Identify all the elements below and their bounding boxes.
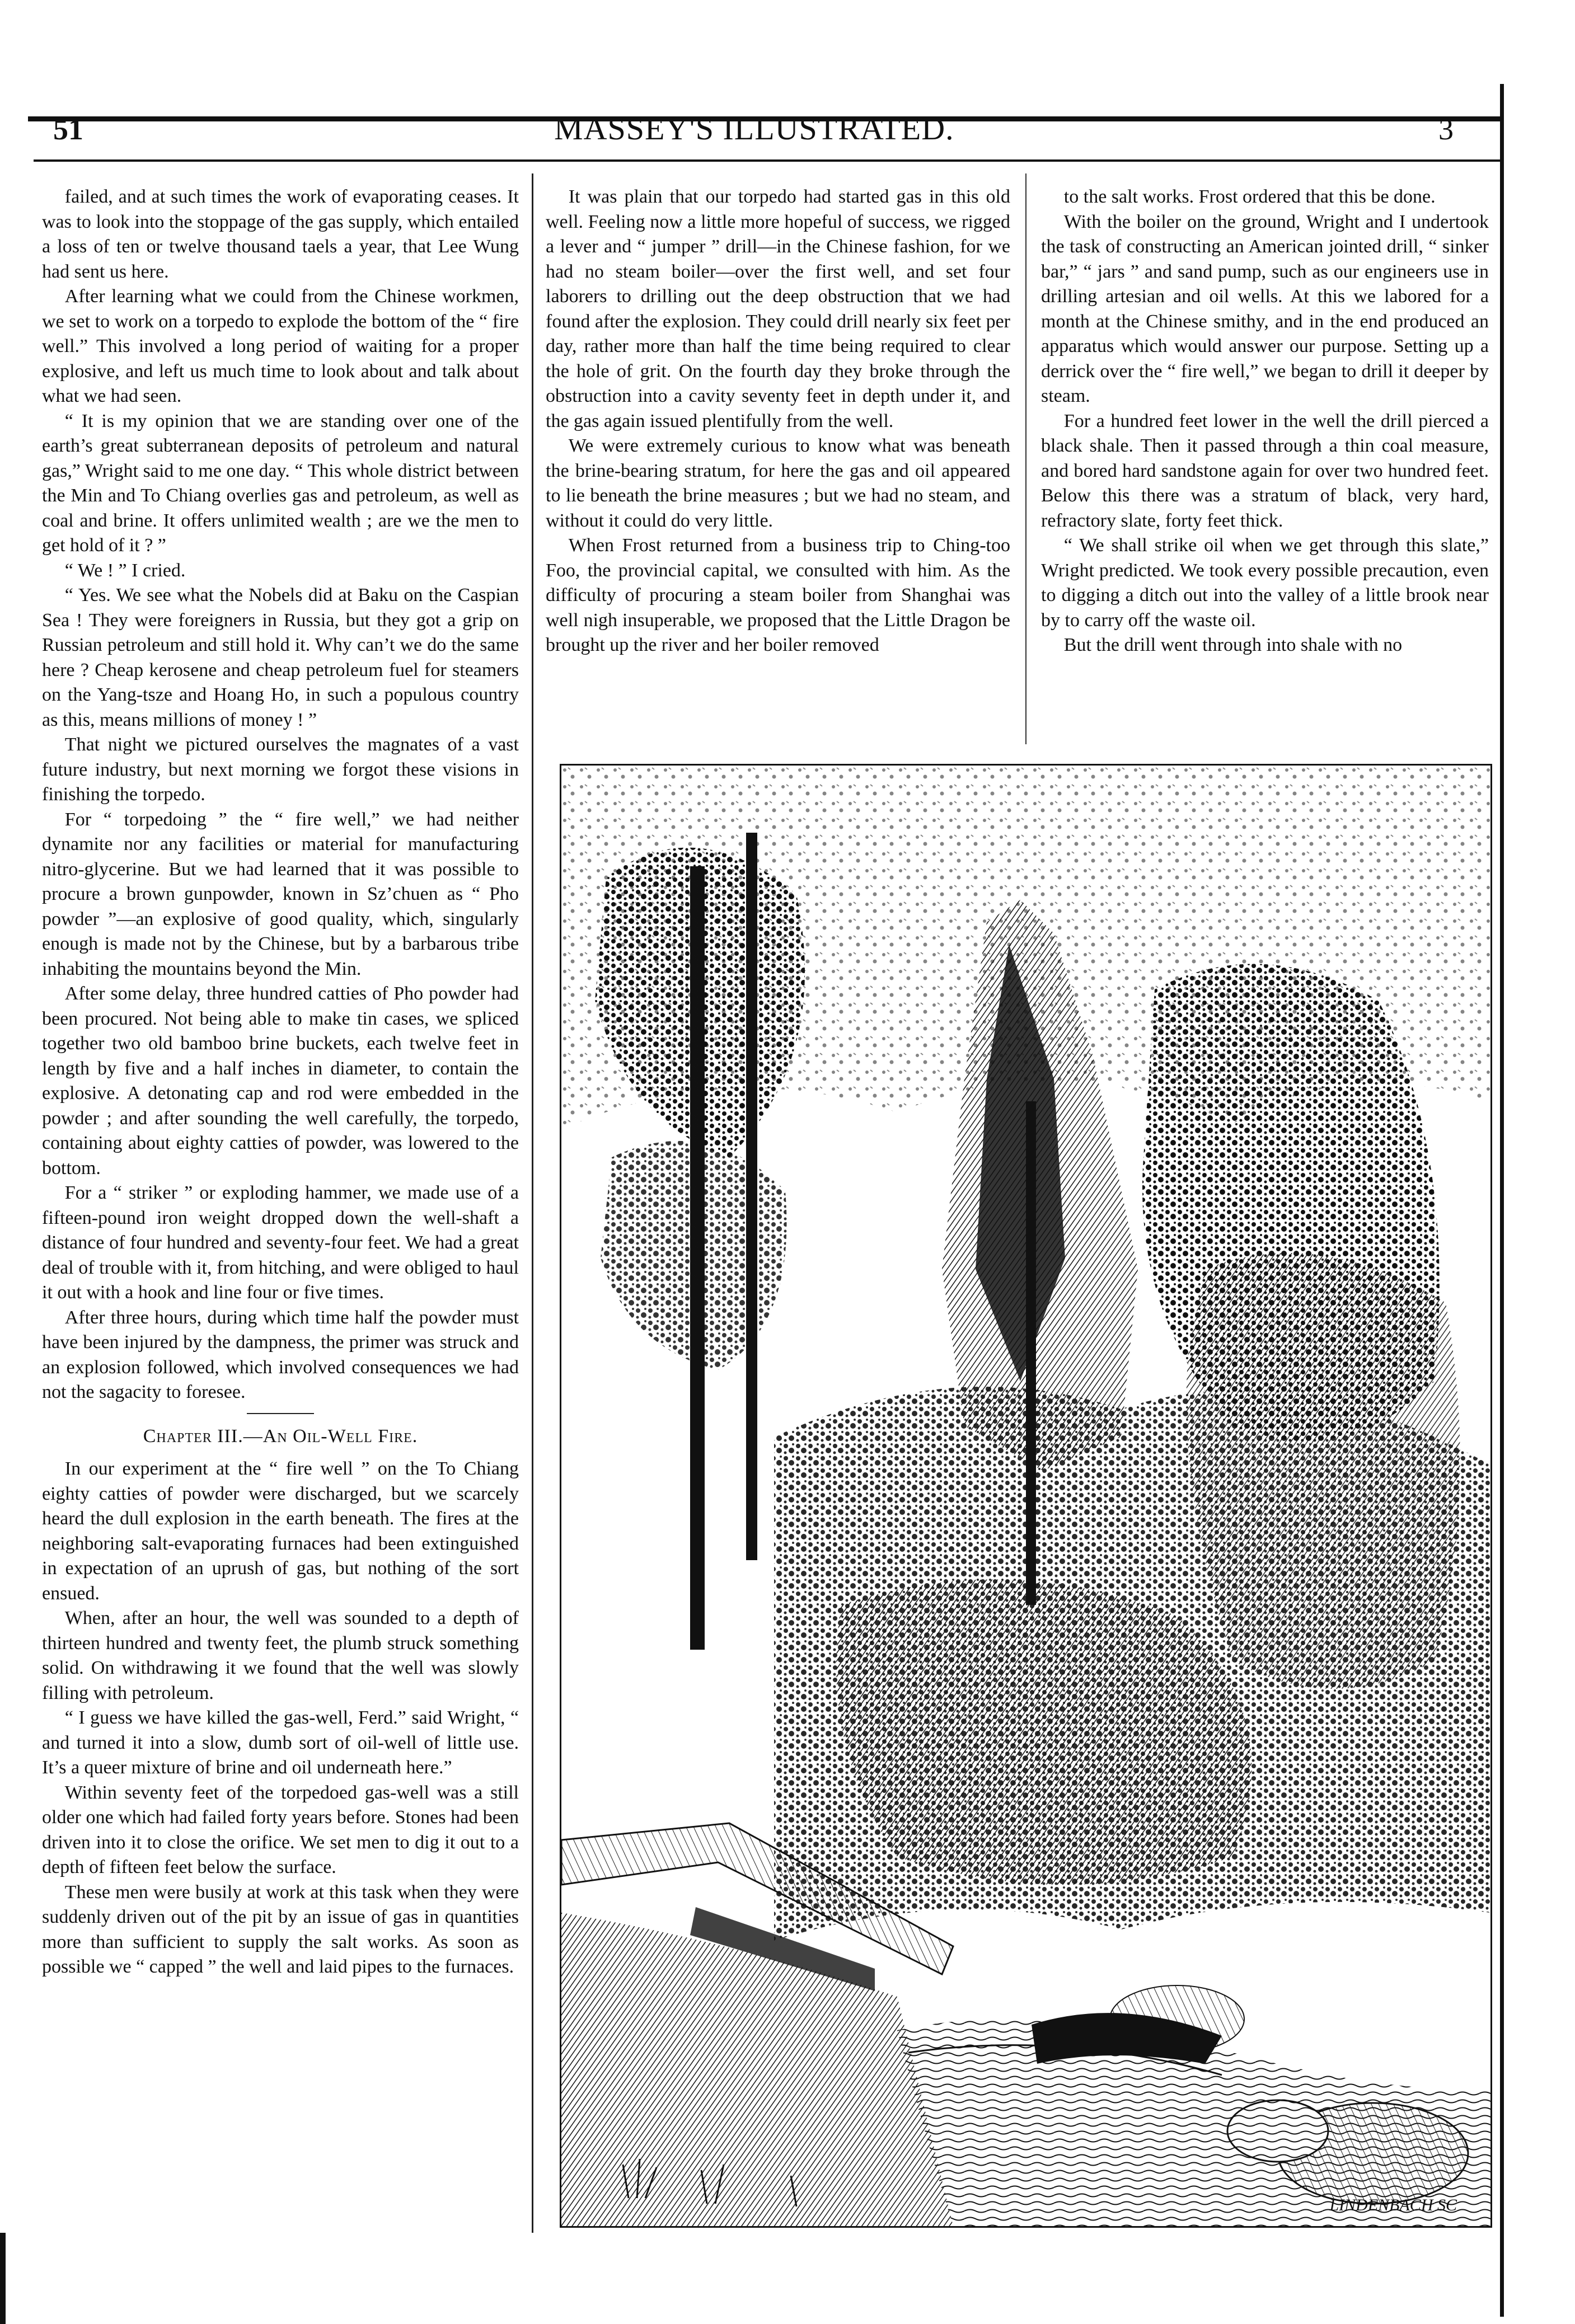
engraving-drawing — [561, 766, 1490, 2226]
column-rule-1 — [532, 173, 533, 2233]
paragraph: After learning what we could from the Chinese workmen, we set to work on a torpedo to explode the bottom of the “ fire well.” This involved a long period of waiting for a proper explosive, and left us much time to look about and talk about what we had seen. — [42, 286, 519, 406]
paragraph: When, after an hour, the well was sounded to a depth of thirteen hundred and twenty feet, the plumb struck something solid. On withdrawing it we found that the well was slowly filling with petroleum. — [42, 1608, 519, 1703]
column-3 — [1041, 185, 1489, 658]
column-rule-2 — [1025, 173, 1026, 744]
column-2 — [546, 185, 1010, 658]
paragraph: After three hours, during which time half the powder must have been injured by the dampness, the primer was struck and an explosion followed, which involved consequences we had not the sagacity to foresee. — [42, 1307, 519, 1402]
paragraph: We were extremely curious to know what was beneath the brine-bearing stratum, for here the gas and oil appeared to lie beneath the brine measures ; but we had no steam, and without it could do very little. — [546, 435, 1010, 531]
right-margin-rule — [1500, 84, 1504, 2317]
paragraph: “ Yes. We see what the Nobels did at Baku on the Caspian Sea ! They were foreigners in Russia, but they got a grip on Russian petroleum and still hold it. Why can’t we do the same here ? Cheap kerosene and cheap petroleum fuel for steamers on the Yang-tsze and Hoang Ho, in such a populous country as this, means millions of money ! ” — [42, 585, 519, 730]
paragraph: That night we pictured ourselves the magnates of a vast future industry, but next morning we forgot these visions in finishing the torpedo. — [42, 734, 519, 805]
paragraph: These men were busily at work at this task when they were suddenly driven out of the pit by an issue of gas in quantities more than sufficient to supply the salt works. As soon as possible we “ capped ” the well and laid pipes to the furnaces. — [42, 1881, 519, 1977]
paragraph: But the drill went through into shale with no — [1063, 635, 1403, 655]
paragraph: For a “ striker ” or exploding hammer, we made use of a fifteen-pound iron weight dropped down the well-shaft a distance of four hundred and seventy-four feet. We had a great deal of trouble with it, from hitching, and were obliged to haul it out with a hook and line four or five times. — [42, 1182, 519, 1303]
paragraph: When Frost returned from a business trip to Ching-too Foo, the provincial capital, we consulted with him. As the difficulty of procuring a steam boiler from Shanghai was well nigh insuperable, we proposed that the Little Dragon be brought up the river and her boiler removed — [546, 535, 1010, 655]
section-divider — [247, 1413, 314, 1414]
left-margin-rule — [0, 2233, 6, 2324]
paragraph: In our experiment at the “ fire well ” on the To Chiang eighty catties of powder were discharged, but we scarcely heard the dull explosion in the earth beneath. The fires at the neighboring salt-evaporating furnaces had been extinguished in expectation of an uprush of gas, but nothing of the sort ensued. — [42, 1458, 519, 1604]
column-1 — [42, 185, 519, 1980]
paragraph: “ We shall strike oil when we get through this slate,” Wright predicted. We took every possible precaution, even to digging a ditch out into the valley of a little brook near by to carry off the waste oil. — [1041, 535, 1489, 631]
paragraph: “ It is my opinion that we are standing over one of the earth’s great subterranean deposits of petroleum and natural gas,” Wright said to me one day. “ This whole district between the Min and To Chiang overlies gas and petroleum, as well as coal and brine. It offers unlimited wealth ; are we the men to get hold of it ? ” — [42, 410, 519, 556]
page-number-right: 3 — [1438, 112, 1454, 146]
page-number-left: 51 — [53, 112, 83, 146]
paragraph: Within seventy feet of the torpedoed gas-well was a still older one which had failed forty years before. Stones had been driven into it to close the orifice. We set men to dig it out to a depth of fifteen feet below the surface. — [42, 1782, 519, 1877]
paragraph: “ I guess we have killed the gas-well, Ferd.” said Wright, “ and turned it into a slow, dumb sort of oil-well of little use. It’s a queer mixture of brine and oil underneath here.” — [42, 1707, 519, 1778]
paragraph: For “ torpedoing ” the “ fire well,” we had neither dynamite nor any facilities or material for manufacturing nitro-glycerine. But we had learned that it was possible to procure a brown gunpowder, known in Sz’chuen as “ Pho powder ”—an explosive of good quality, which, singularly enough is made not by the Chinese, but by a barbarous tribe inhabiting the mountains beyond the Min. — [42, 809, 519, 979]
paragraph: It was plain that our torpedo had started gas in this old well. Feeling now a little more hopeful of success, we rigged a lever and “ jumper ” drill—in the Chinese fashion, for we had no steam boiler—over the first well, and set four laborers to drilling out the deep obstruction that we had found after the explosion. They could drill nearly six feet per day, rather more than half the time being required to clear the hole of grit. On the fourth day they broke through the obstruction into a cavity seventy feet in depth under it, and the gas again issued plentifully from the well. — [546, 186, 1010, 431]
chapter-heading: Chapter III.—An Oil-Well Fire. — [143, 1425, 418, 1447]
forest-stream-engraving-icon — [560, 764, 1492, 2228]
paragraph: “ We ! ” I cried. — [64, 560, 186, 581]
engraver-signature: LINDENBACH SC — [1329, 2196, 1457, 2214]
paragraph: After some delay, three hundred catties of Pho powder had been procured. Not being able to make tin cases, we spliced together two old bamboo brine buckets, each twelve feet in length by five and a half inches in diameter, to contain the explosive. A detonating cap and rod were embedded in the powder ; and after sounding the well carefully, the torpedo, containing about eighty catties of powder, was lowered to the bottom. — [42, 983, 519, 1179]
header-rule — [34, 159, 1500, 162]
paragraph: to the salt works. Frost ordered that this be done. — [1063, 186, 1436, 207]
paragraph: failed, and at such times the work of evaporating ceases. It was to look into the stoppage of the gas supply, which entailed a loss of ten or twelve thousand taels a year, that Lee Wung had sent us here. — [42, 186, 519, 282]
paragraph: For a hundred feet lower in the well the drill pierced a black shale. Then it passed through a thin coal measure, and bored hard sandstone again for over two hundred feet. Below this there was a stratum of black, very hard, refractory slate, forty feet thick. — [1041, 410, 1489, 531]
masthead-title: MASSEY'S ILLUSTRATED. — [554, 110, 954, 147]
paragraph: With the boiler on the ground, Wright and I undertook the task of constructing an American jointed drill, “ sinker bar,” “ jars ” and sand pump, such as our engineers use in drilling artesian and oil wells. At this we labored for a month at the Chinese smithy, and in the end produced an apparatus which would answer our purpose. Setting up a derrick over the “ fire well,” we began to drill it deeper by steam. — [1041, 211, 1489, 406]
